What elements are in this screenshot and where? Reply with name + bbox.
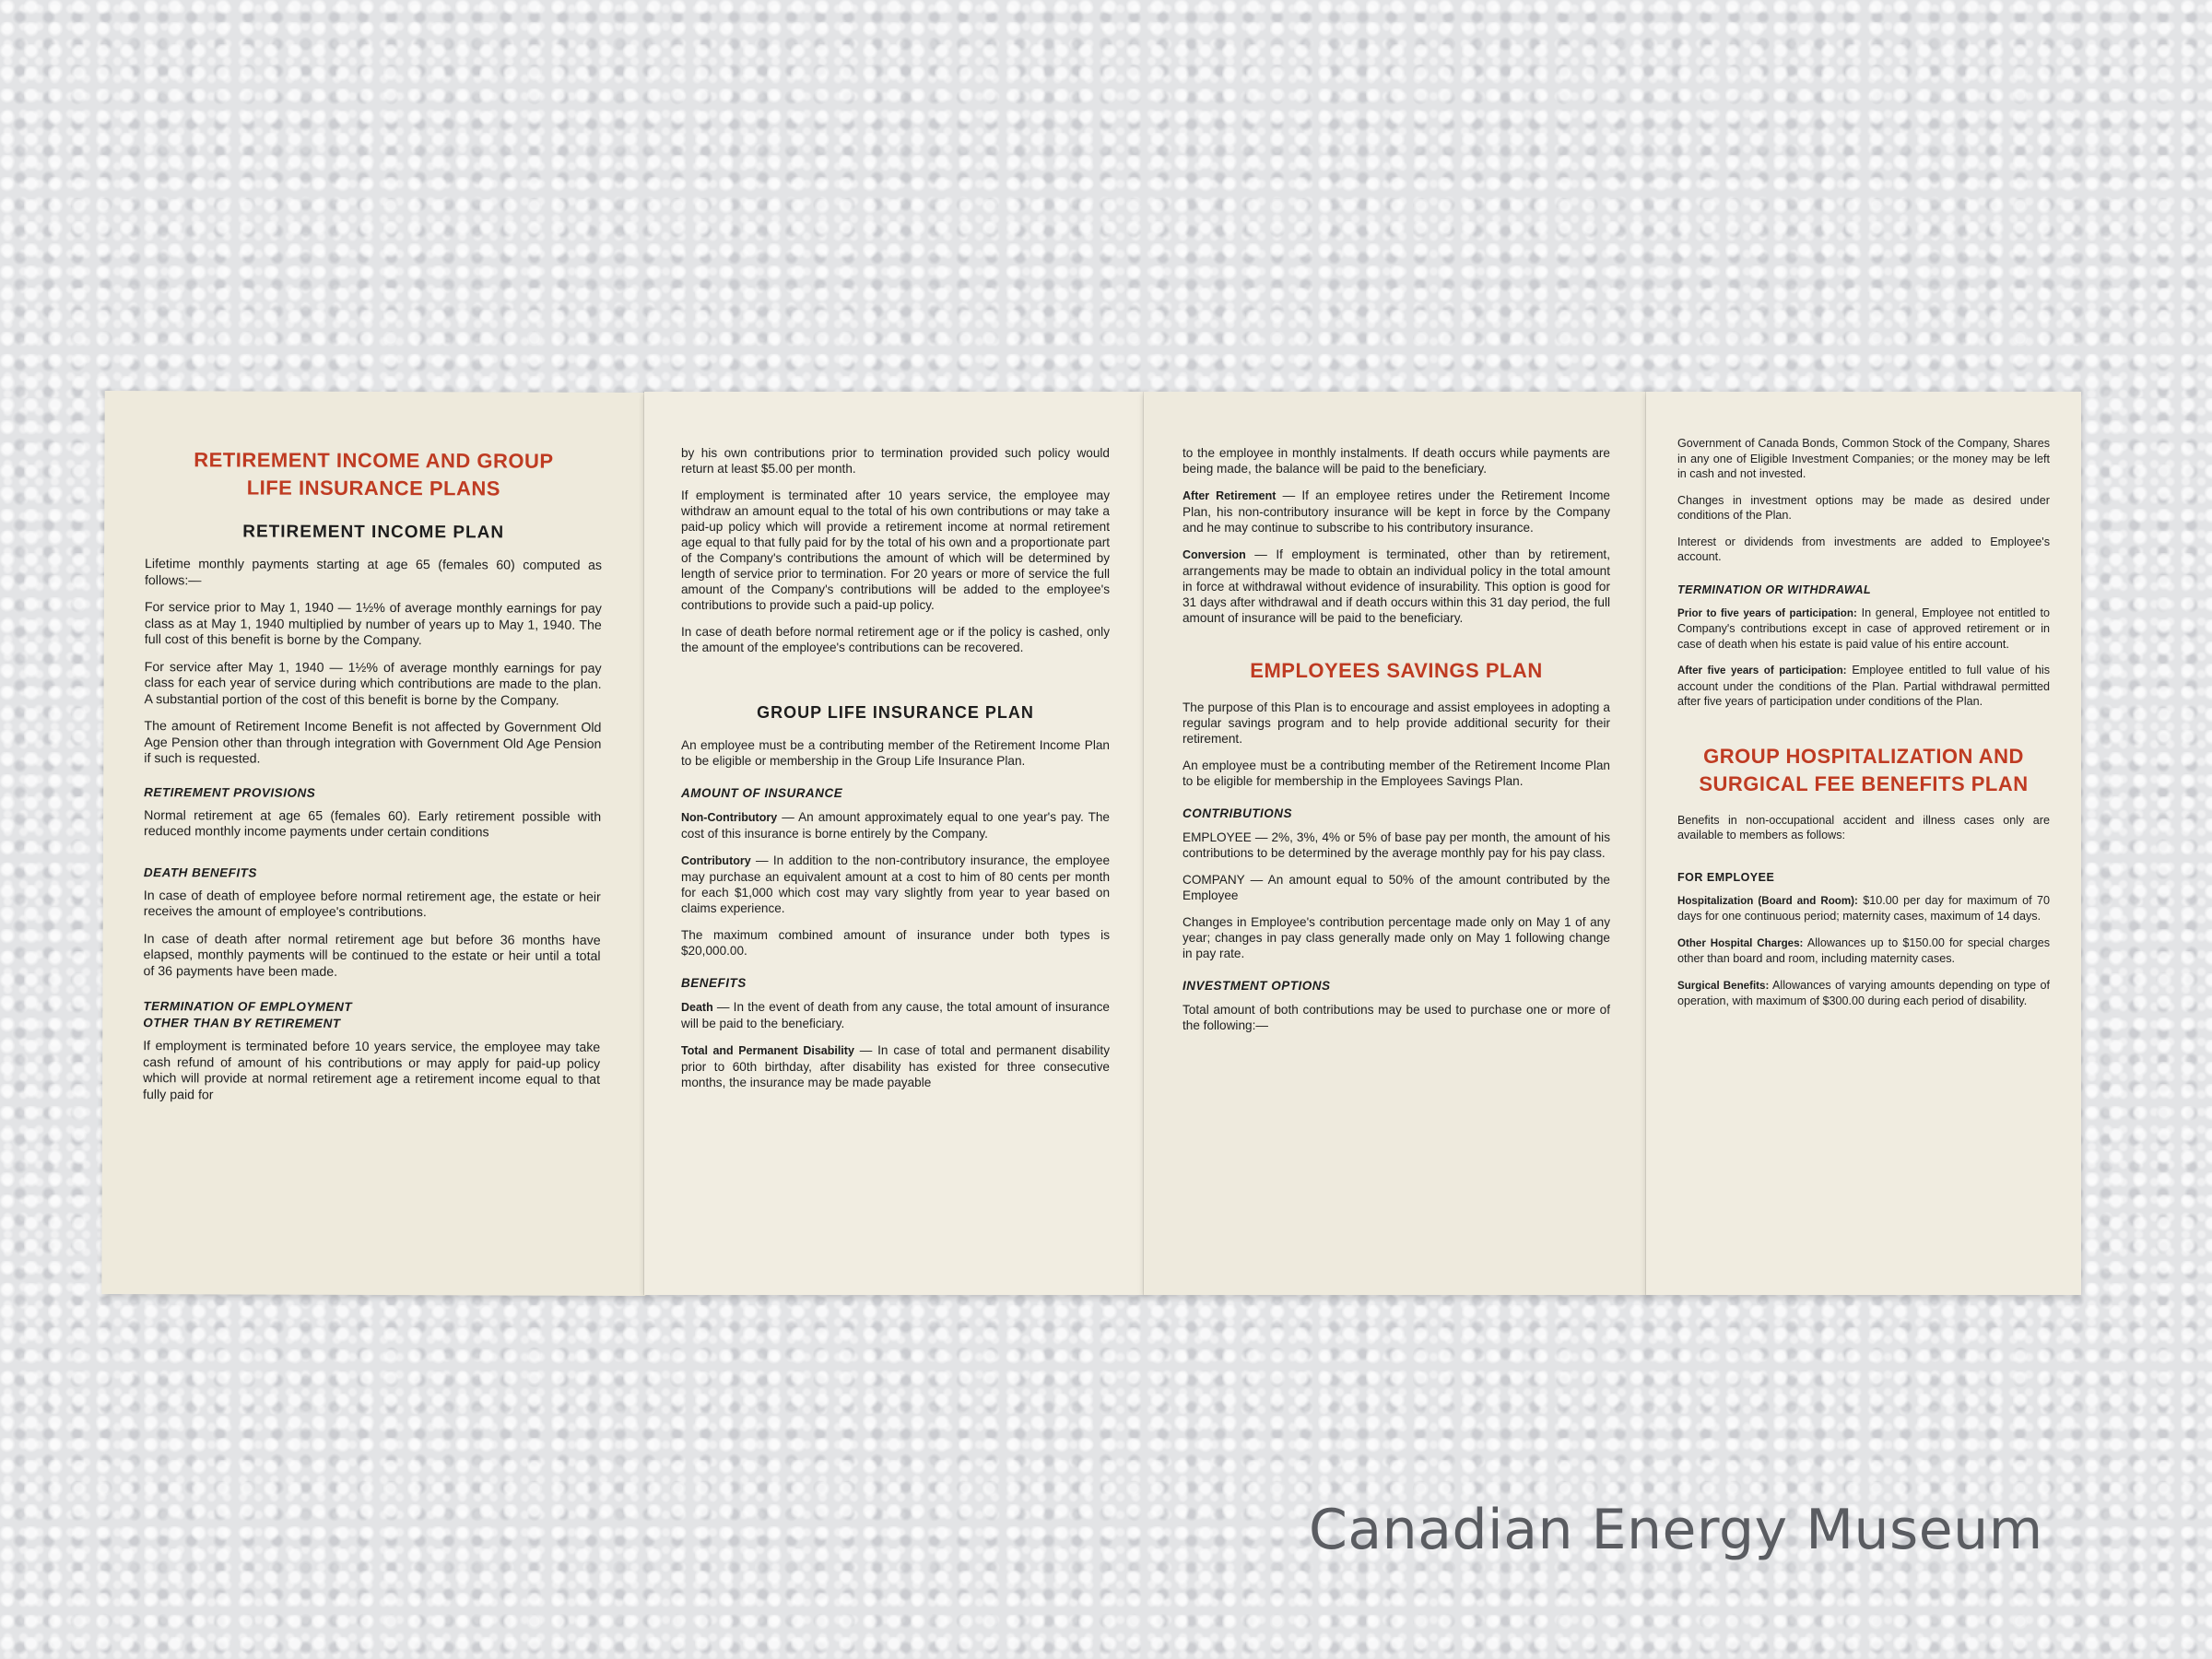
continued-text-3: In case of death before normal retirement age or if the policy is cashed, only the amount of the employee's contributions can be recovered. [681,625,1110,654]
after-five-years-label: After five years of participation: [1677,665,1847,677]
interest-text: Interest or dividends from investments are added to Employee's account. [1677,535,2050,563]
after-five-years-text [1677,663,2050,710]
group-life-intro: An employee must be a contributing member of the Retirement Income Plan to be eligible or membership in the Group Life Insurance Plan. [681,738,1110,768]
hospitalization-label: Hospitalization (Board and Room): [1677,895,1858,907]
max-insurance-text: The maximum combined amount of insurance under both types is $20,000.00. [681,928,1110,958]
continued-text-2: If employment is terminated after 10 years service, the employee may withdraw an amount equal to the total of his own contributions or may take a paid-up policy which will provide a retirement income at normal retirement age equal to that fully paid for by the total of his own and a proportionate part of the Company's contributions the amount of which will be determined by length of service prior to termination. For 20 years or more of service the full amount of the Company's contributions will be added to the employee's contributions to provide such a paid-up policy. [681,488,1110,612]
termination-heading-line2: OTHER THAN BY RETIREMENT [143,1016,341,1030]
investment-options-heading: INVESTMENT OPTIONS [1182,979,1331,993]
retirement-provisions-text: Normal retirement at age 65 (females 60). Early retirement possible with reduced monthly income payments under certain conditions [144,807,602,841]
death-benefits-text-1: In case of death of employee before normal retirement age, the estate or heir receives the amount of employee's contributions. [143,888,601,921]
savings-plan-title: EMPLOYEES SAVINGS PLAN [1250,659,1543,682]
disability-text [681,1042,1110,1090]
company-contribution-text: COMPANY — An amount equal to 50% of the amount contributed by the Employee [1182,873,1610,902]
panel-retirement-income [101,391,648,1296]
after-retirement-text [1182,488,1610,535]
prior-five-years-label: Prior to five years of participation: [1677,607,1857,619]
for-employee-heading: FOR EMPLOYEE [1677,870,1775,884]
non-contributory-body: — An amount approximately equal to one year's pay. The cost of this insurance is borne entirely by the Company. [681,810,1110,841]
death-text [681,999,1110,1031]
benefits-heading: BENEFITS [681,976,747,990]
service-before-1940-text: For service prior to May 1, 1940 — 1½% of average monthly earnings for pay class as at May 1, 1940 multiplied by number of years up to May 1, 1940. The full cost of this benefit is borne by the Company. [144,600,602,649]
conversion-body: — If employment is terminated, other than by retirement, arrangements may be made to obtain an individual policy in the total amount in force at withdrawal without evidence of insurability. This option is good for 31 days after withdrawal and if death occurs within this 31 day period, the full amount of insurance will be paid to the beneficiary. [1182,547,1610,625]
pension-note-text: The amount of Retirement Income Benefit is not affected by Government Old Age Pension other than through integration with Government Old Age Pension if such is requested. [144,719,602,767]
hospitalization-body: $10.00 per day for maximum of 70 days for one continuous period; maternity cases, maximum of 14 days. [1677,893,2050,923]
prior-five-years-body: In general, Employee not entitled to Company's contributions except in case of approved retirement or in case of death when his estate is paid value of his entire account. [1677,606,2050,651]
non-contributory-text [681,809,1110,841]
retirement-provisions-heading: RETIREMENT PROVISIONS [144,784,316,800]
death-benefits-heading: DEATH BENEFITS [143,865,257,880]
death-benefits-text-2: In case of death after normal retirement age but before 36 months have elapsed, monthly payments will be continued to the estate or heir until a total of 36 payments have been made. [143,931,601,980]
after-retirement-label: After Retirement [1182,489,1277,502]
hospitalization-intro: Benefits in non-occupational accident and illness cases only are available to members as follows: [1677,813,2050,841]
hospitalization-title-line1: GROUP HOSPITALIZATION AND [1703,744,2024,768]
after-retirement-body: — If an employee retires under the Retirement Income Plan, his non-contributory insurance will be kept in force by the Company and he may continue to subscribe to his contributory insurance. [1182,488,1610,535]
instalments-text: to the employee in monthly instalments. If death occurs while payments are being made, the balance will be paid to the beneficiary. [1182,446,1610,476]
brochure-title-line2: LIFE INSURANCE PLANS [246,476,501,500]
surgical-benefits-body: Allowances of varying amounts depending on type of operation, with maximum of $300.00 during each period of disability. [1677,978,2050,1007]
contributory-label: Contributory [681,854,751,867]
investment-changes-text: Changes in investment options may be made as desired under conditions of the Plan. [1677,493,2050,522]
intro-text: Lifetime monthly payments starting at age 65 (females 60) computed as follows:— [144,557,603,588]
savings-eligibility-text: An employee must be a contributing member of the Retirement Income Plan to be eligible for membership in the Employees Savings Plan. [1182,759,1610,788]
termination-heading-line1: TERMINATION OF EMPLOYMENT [143,999,353,1014]
retirement-income-plan-heading: RETIREMENT INCOME PLAN [242,522,505,543]
brochure-title-line1: RETIREMENT INCOME AND GROUP [194,448,554,473]
conversion-text [1182,547,1610,626]
after-five-years-body: Employee entitled to full value of his account under the conditions of the Plan. Partial withdrawal permitted after five years of participation under conditions of the Plan. [1677,664,2050,708]
surgical-benefits-text [1677,978,2050,1009]
termination-withdrawal-heading: TERMINATION OR WITHDRAWAL [1677,582,1872,596]
surgical-benefits-label: Surgical Benefits: [1677,980,1770,992]
contributory-body: — In addition to the non-contributory insurance, the employee may purchase an equivalent amount at a cost to him of 80 cents per month for each $1,000 which cost may vary slightly from year to year based on claims experience. [681,853,1110,915]
death-label: Death [681,1001,713,1014]
continued-text-1: by his own contributions prior to termination provided such policy would return at least $5.00 per month. [681,446,1110,476]
panel-savings-plan [1144,392,1649,1295]
other-hospital-charges-body: Allowances up to $150.00 for special charges other than board and room, including maternity cases. [1677,935,2050,965]
museum-watermark: Canadian Energy Museum [1309,1498,2043,1562]
panel-group-life [644,392,1147,1295]
contribution-changes-text: Changes in Employee's contribution percentage made only on May 1 of any year; changes in pay class generally made only on May 1 following change in pay rate. [1182,915,1610,960]
other-hospital-charges-label: Other Hospital Charges: [1677,937,1804,949]
hospitalization-title-line2: SURGICAL FEE BENEFITS PLAN [1699,771,2029,795]
service-after-1940-text: For service after May 1, 1940 — 1½% of average monthly earnings for pay class for each year of service during which contributions are made to the plan. A substantial portion of the cost of this benefit is borne by the Company. [144,659,602,709]
death-body: — In the event of death from any cause, the total amount of insurance will be paid to the beneficiary. [681,1000,1110,1030]
conversion-label: Conversion [1182,548,1246,561]
contributory-text [681,853,1110,916]
employee-contribution-text: EMPLOYEE — 2%, 3%, 4% or 5% of base pay per month, the amount of his contributions to be determined by the average monthly pay for his pay class. [1182,830,1610,860]
non-contributory-label: Non-Contributory [681,811,778,824]
prior-five-years-text [1677,606,2050,653]
contributions-heading: CONTRIBUTIONS [1182,806,1292,820]
investment-options-text: Total amount of both contributions may be used to purchase one or more of the following:— [1182,1003,1610,1032]
disability-body: — In case of total and permanent disability prior to 60th birthday, after disability has existed for three consecutive months, the insurance may be made payable [681,1043,1110,1089]
group-life-heading: GROUP LIFE INSURANCE PLAN [757,703,1034,722]
disability-label: Total and Permanent Disability [681,1044,854,1057]
termination-text: If employment is terminated before 10 years service, the employee may take cash refund of amount of his contributions or may apply for paid-up policy which will provide at normal retirement age a retirement income equal to that fully paid for [143,1039,601,1102]
other-hospital-charges-text [1677,935,2050,967]
savings-purpose-text: The purpose of this Plan is to encourage and assist employees in adopting a regular savings program and to help provide additional security for their retirement. [1182,700,1610,746]
hospitalization-text [1677,893,2050,924]
brochure [103,392,2081,1295]
amount-of-insurance-heading: AMOUNT OF INSURANCE [681,786,843,800]
investment-continued-text: Government of Canada Bonds, Common Stock of the Company, Shares in any one of Eligible Investment Companies; or the money may be left in cash and not invested. [1677,437,2050,480]
panel-hospitalization [1646,392,2081,1295]
